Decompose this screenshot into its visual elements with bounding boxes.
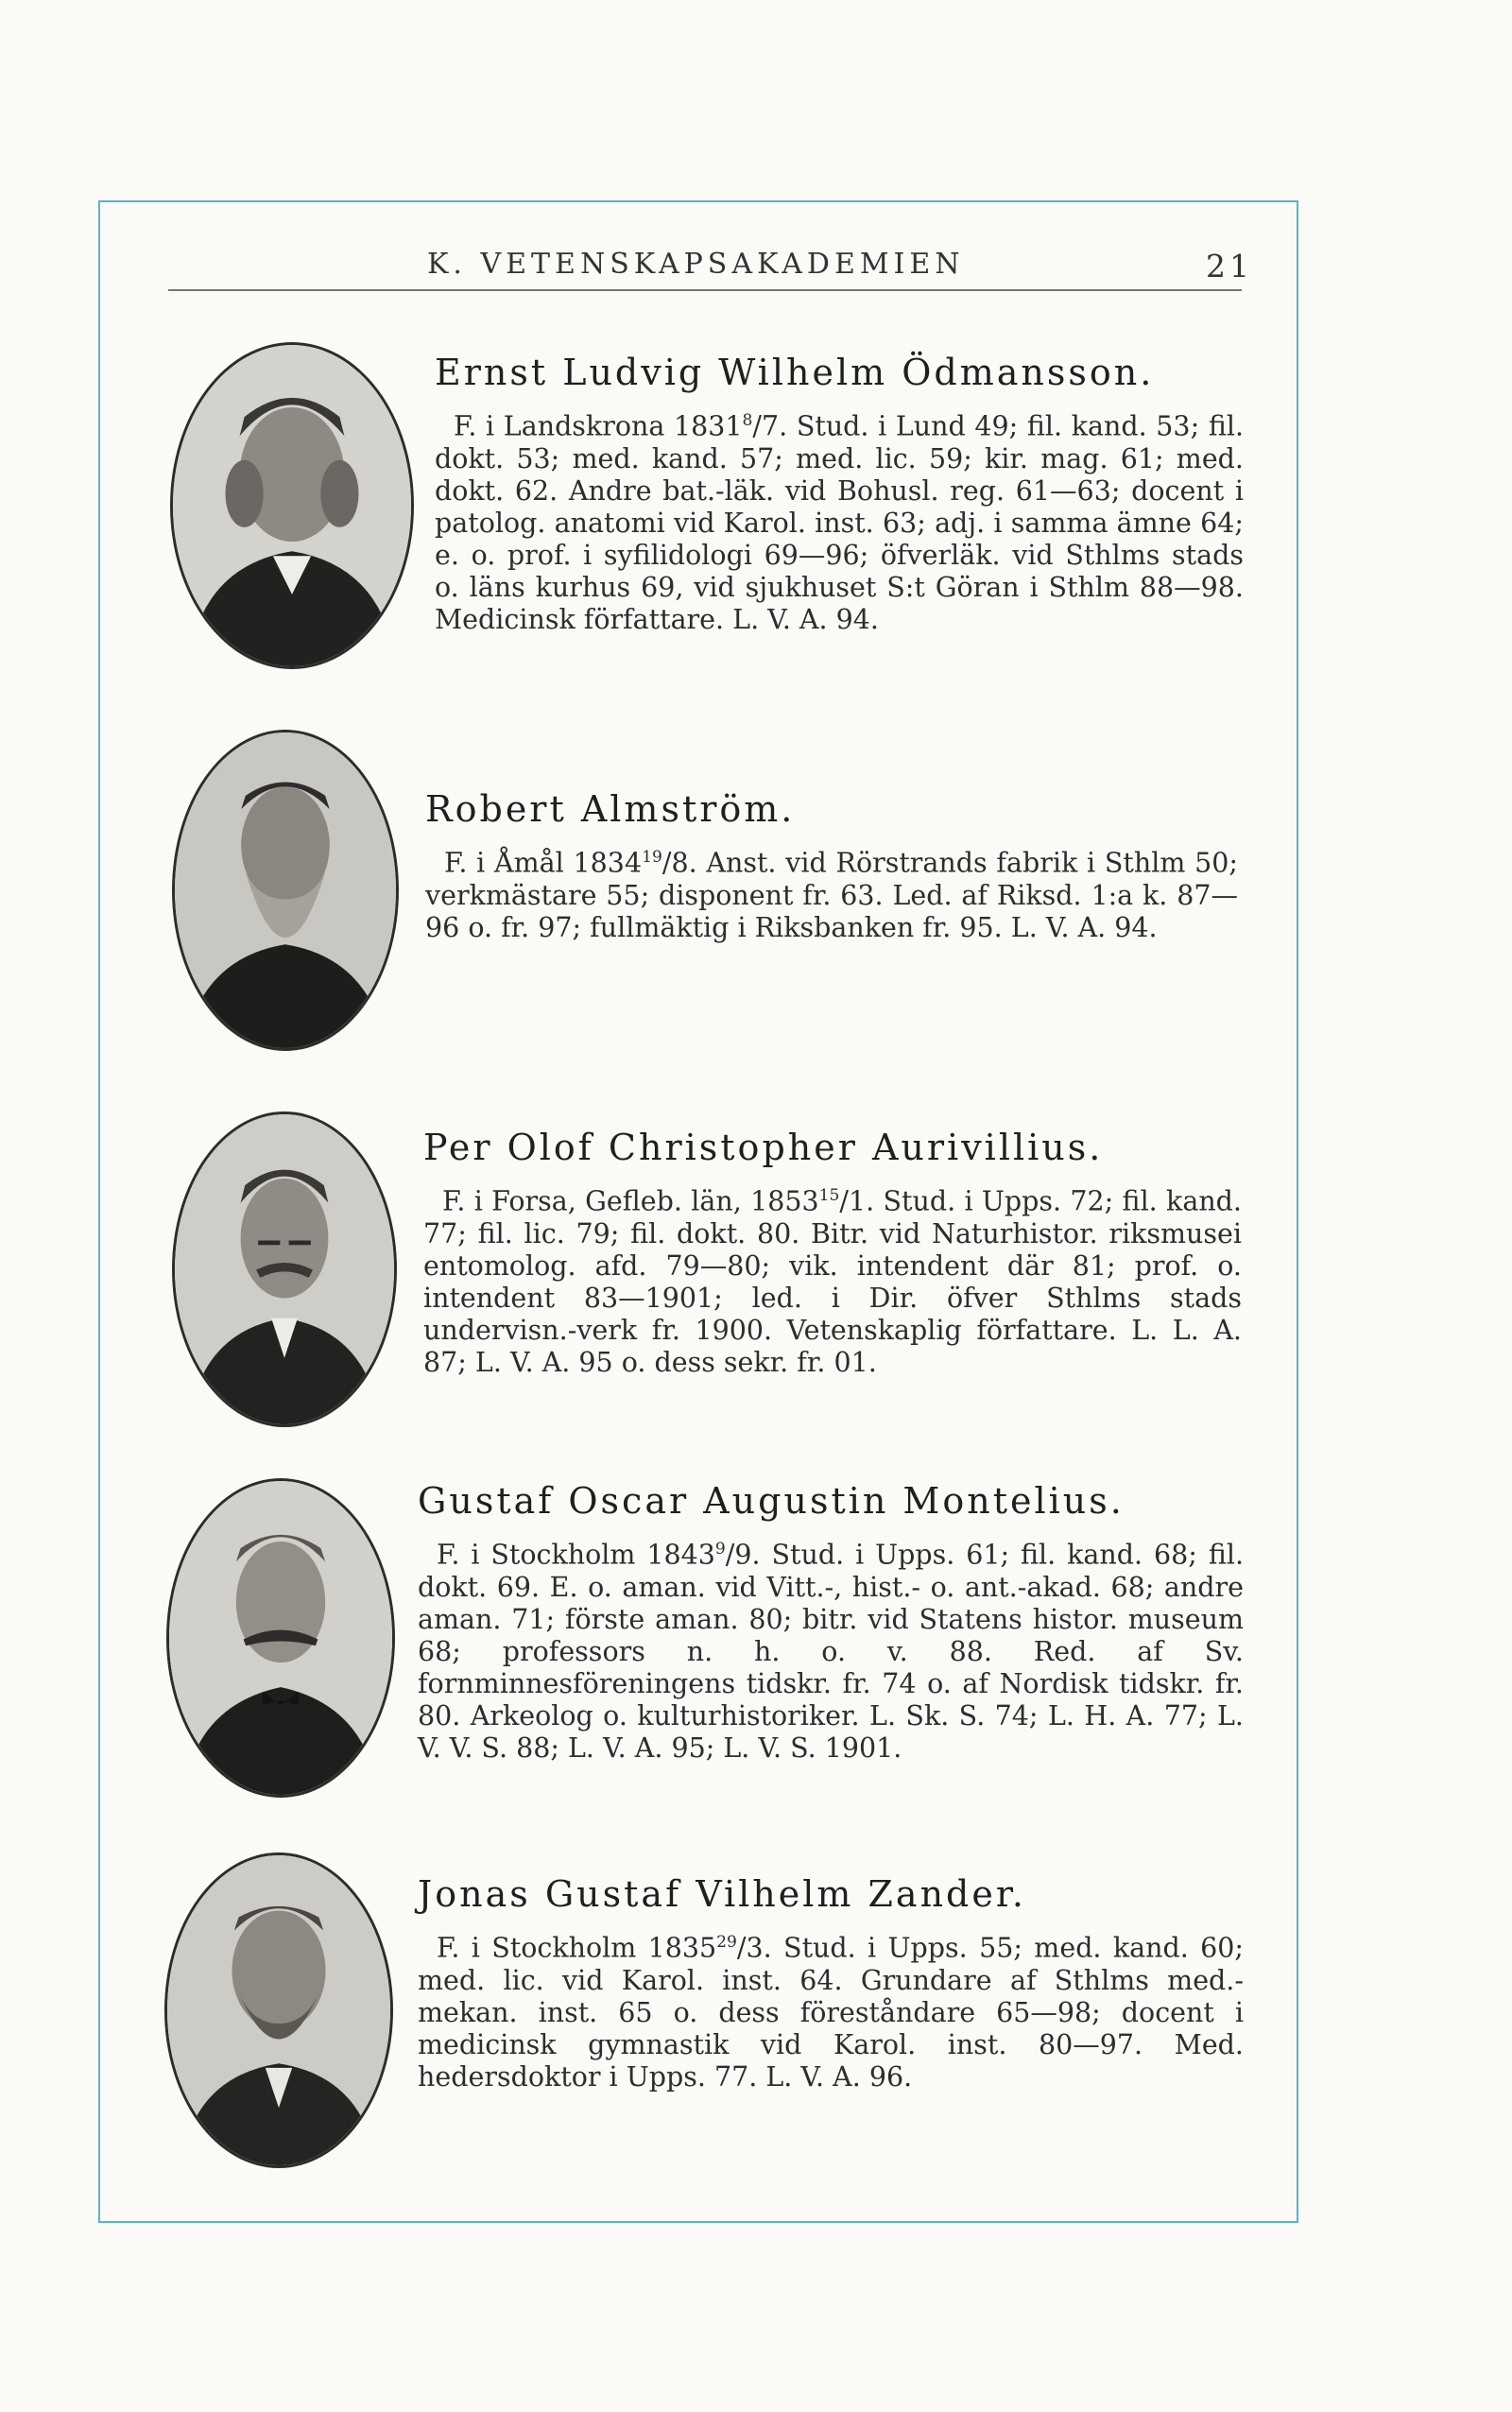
entry-date-sup: 19	[642, 848, 662, 867]
entry-text	[425, 841, 1238, 944]
running-title: K. VETENSKAPSAKADEMIEN	[427, 248, 965, 281]
entry-text-rest: /7. Stud. i Lund 49; fil. kand. 53; fil. dokt. 53; med. kand. 57; med. lic. 59; kir. mag. 61; med. dokt. 62. Andre bat.-läk. vid Bohusl. reg. 61—63; docent i patolog. anatomi vid Karol. inst. 63; adj. i samma ämne 64; e. o. prof. i syfilidologi 69—96; öfverläk. vid Sthlms stads o. läns kurhus 69, vid sjukhuset S:t Göran i Sthlm 88—98. Medicinsk författare. L. V. A. 94.	[435, 410, 1244, 635]
entry-date-sup: 9	[714, 1540, 726, 1559]
entry-text-start: F. i Stockholm 1835	[437, 1932, 717, 1964]
entry-date-sup: 29	[716, 1933, 737, 1952]
entry-text-rest: /1. Stud. i Upps. 72; fil. kand. 77; fil. lic. 79; fil. dokt. 80. Bitr. vid Naturhistor. riksmusei entomolog. afd. 79—80; vik. intendent där 81; prof. o. intendent 83—1901; led. i Dir. öfver Sthlms stads undervisn.-verk fr. 1900. Vetenskaplig författare. L. L. A. 87; L. V. A. 95 o. dess sekr. fr. 01.	[423, 1185, 1242, 1378]
portrait-aurivillius	[172, 1111, 397, 1427]
entry-text	[418, 1533, 1244, 1765]
portrait-photo	[167, 1855, 390, 2165]
entry-text	[418, 1926, 1244, 2093]
entry-name: Robert Almström.	[425, 788, 796, 830]
portrait-almstrom	[172, 730, 399, 1051]
entry-name: Ernst Ludvig Wilhelm Ödmansson.	[435, 352, 1155, 393]
entry-text-rest: /8. Anst. vid Rörstrands fabrik i Sthlm 50; verkmästare 55; disponent fr. 63. Led. af Riksd. 1:a k. 87—96 o. fr. 97; fullmäktig i Riksbanken fr. 95. L. V. A. 94.	[425, 847, 1238, 943]
portrait-photo	[169, 1481, 392, 1795]
entry-name: Jonas Gustaf Vilhelm Zander.	[418, 1873, 1026, 1915]
entry-text-rest: /3. Stud. i Upps. 55; med. kand. 60; med. lic. vid Karol. inst. 64. Grundare af Sthlms med.-mekan. inst. 65 o. dess föreståndare 65—98; docent i medicinsk gymnastik vid Karol. inst. 80—97. Med. hedersdoktor i Upps. 77. L. V. A. 96.	[418, 1932, 1244, 2093]
entry-montelius	[418, 1480, 1244, 1765]
portrait-montelius	[166, 1478, 395, 1798]
portrait-photo	[175, 1114, 394, 1424]
portrait-photo	[173, 345, 411, 666]
header-rule	[168, 289, 1242, 291]
page-number: 21	[1206, 248, 1253, 284]
entry-aurivillius	[423, 1127, 1242, 1379]
entry-name: Per Olof Christopher Aurivillius.	[423, 1127, 1104, 1168]
entry-almstrom	[425, 788, 1238, 944]
entry-text-start: F. i Åmål 1834	[444, 847, 643, 879]
entry-text-start: F. i Landskrona 1831	[454, 410, 743, 442]
entry-text-rest: /9. Stud. i Upps. 61; fil. kand. 68; fil. dokt. 69. E. o. aman. vid Vitt.-, hist.- o. ant.-akad. 68; andre aman. 71; förste aman. 80; bitr. vid Statens histor. museum 68; professors n. h. o. v. 88. Red. af Sv. fornminnesföreningens tidskr. fr. 74 o. af Nordisk tidskr. fr. 80. Arkeolog o. kulturhistoriker. L. Sk. S. 74; L. H. A. 77; L. V. V. S. 88; L. V. A. 95; L. V. S. 1901.	[418, 1539, 1244, 1764]
page-header	[0, 0, 1512, 295]
entry-text	[423, 1180, 1242, 1379]
entry-date-sup: 15	[818, 1186, 840, 1205]
portrait-odmansson	[170, 342, 414, 669]
entry-zander	[418, 1873, 1244, 2093]
entry-odmansson	[435, 352, 1244, 636]
entry-text	[435, 405, 1244, 636]
portrait-photo	[175, 732, 396, 1048]
entry-date-sup: 8	[742, 411, 753, 430]
entry-name: Gustaf Oscar Augustin Montelius.	[418, 1480, 1125, 1522]
portrait-zander	[164, 1852, 393, 2168]
entry-text-start: F. i Stockholm 1843	[437, 1539, 715, 1571]
entry-text-start: F. i Forsa, Gefleb. län, 1853	[442, 1185, 819, 1217]
